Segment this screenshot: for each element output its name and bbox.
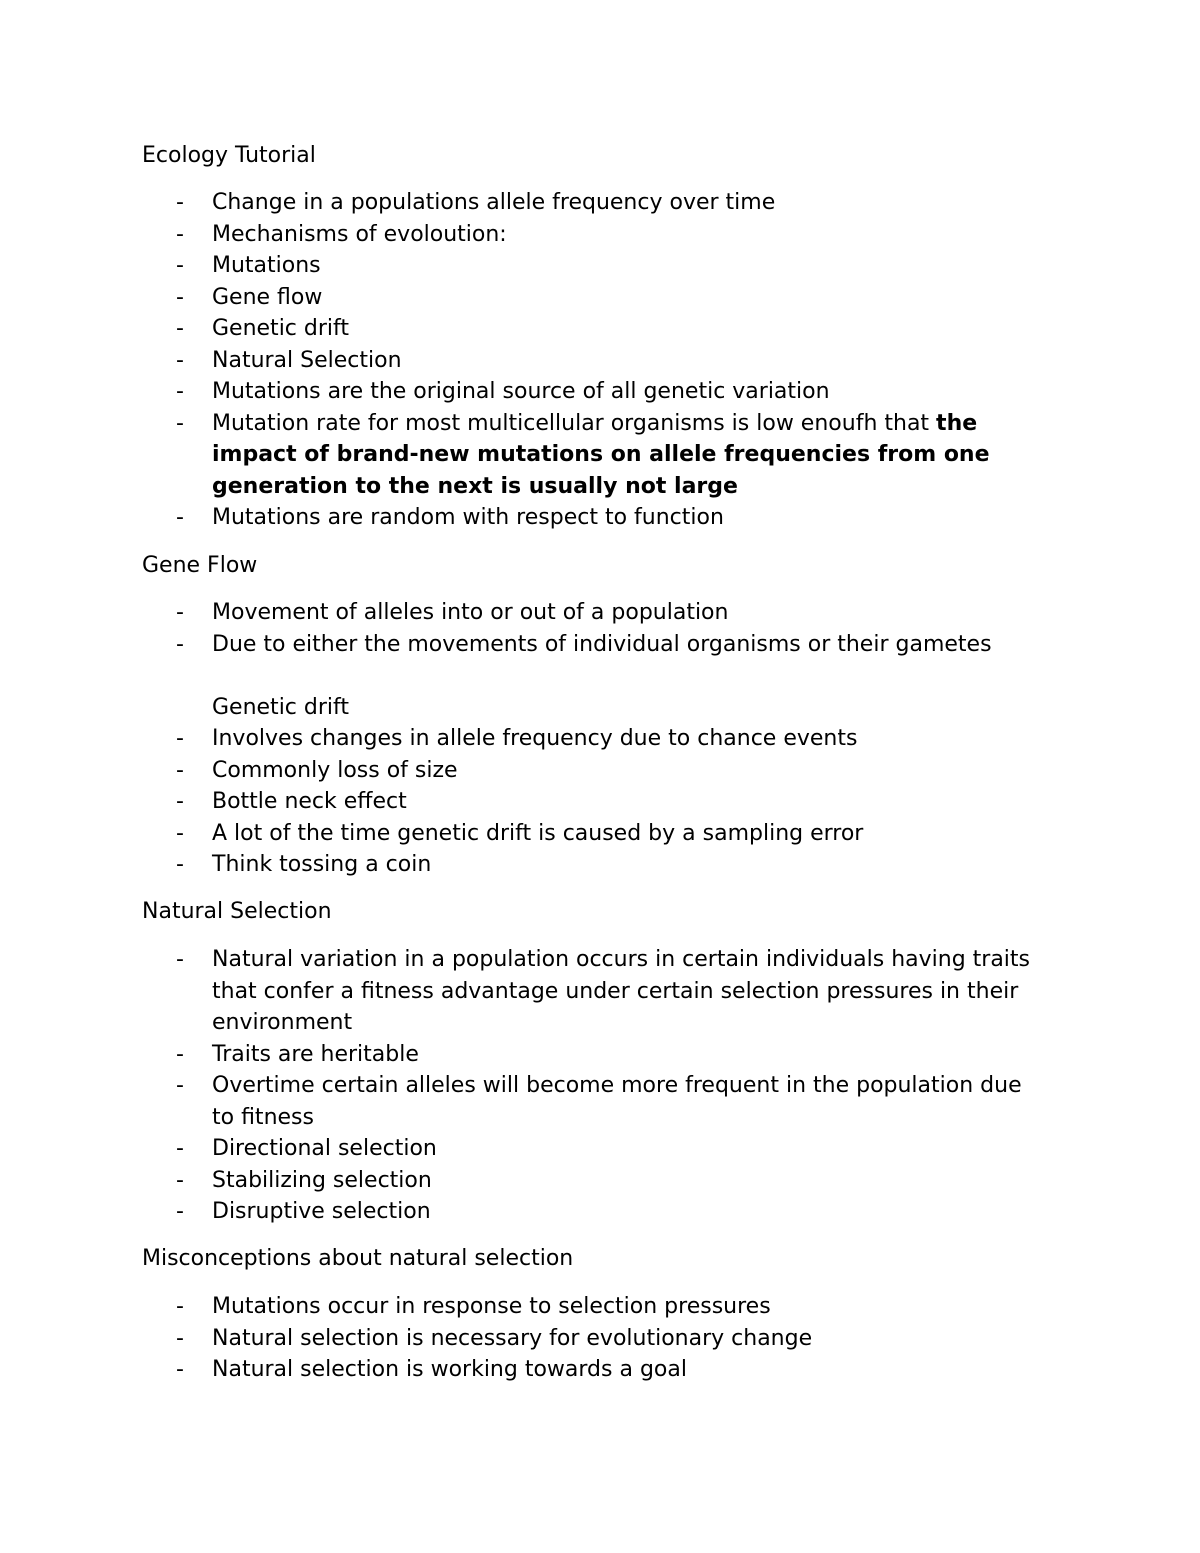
bullet-dash: - — [176, 1294, 184, 1319]
bullet-dash: - — [176, 757, 184, 783]
bullet-dash: - — [176, 253, 184, 278]
bullet-dash: - — [176, 1073, 184, 1098]
section-heading-genetic-drift: Genetic drift — [212, 695, 349, 720]
section-heading-natural-selection: Natural Selection — [142, 899, 332, 924]
list-item: - Natural selection is necessary for evolutionary change — [0, 1323, 1072, 1355]
list-item: - Mechanisms of evoloution: — [0, 219, 1072, 251]
list-item: - Traits are heritable — [0, 1039, 1072, 1071]
bullet-dash: - — [176, 1325, 184, 1351]
gene-flow-list — [0, 597, 1200, 660]
list-item: - Genetic drift — [0, 313, 1072, 345]
list-item: - Natural selection is working towards a goal — [0, 1354, 1072, 1386]
list-item: - Disruptive selection — [0, 1196, 1072, 1228]
page-title: Ecology Tutorial — [142, 143, 316, 168]
list-item-mutation-rate: - Mutation rate for most multicellular organisms is low enoufh that the impact of brand-new mutations on allele frequencies from one generation to the next is usually not large — [0, 408, 1052, 503]
list-item: - Change in a populations allele frequency over time — [0, 187, 1072, 219]
bullet-dash: - — [176, 1199, 184, 1224]
bullet-dash: - — [176, 1357, 184, 1382]
misconceptions-list — [0, 1291, 1200, 1386]
bullet-dash: - — [176, 284, 184, 310]
list-item: - Involves changes in allele frequency due to chance events — [0, 723, 1072, 755]
list-item: - Mutations — [0, 250, 1072, 282]
list-item: - Commonly loss of size — [0, 755, 1072, 787]
intro-list — [0, 187, 1200, 534]
bullet-dash: - — [176, 820, 184, 846]
bullet-dash: - — [176, 1041, 184, 1067]
genetic-drift-list — [0, 723, 1200, 881]
bullet-dash: - — [176, 852, 184, 877]
list-item: - Overtime certain alleles will become more frequent in the population due to fitness — [0, 1070, 1042, 1133]
section-heading-misconceptions: Misconceptions about natural selection — [142, 1246, 574, 1271]
emphasis-text: the impact of brand-new mutations on allele frequencies from one generation to the next is usually not large — [212, 410, 990, 499]
list-item: - Think tossing a coin — [0, 849, 1072, 881]
list-item: - Stabilizing selection — [0, 1165, 1072, 1197]
list-item: - Gene flow — [0, 282, 1072, 314]
list-item: - Due to either the movements of individual organisms or their gametes — [0, 629, 1072, 661]
list-item: - Movement of alleles into or out of a population — [0, 597, 1072, 629]
bullet-dash: - — [176, 316, 184, 341]
bullet-dash: - — [176, 379, 184, 404]
bullet-dash: - — [176, 726, 184, 751]
bullet-dash: - — [176, 600, 184, 625]
bullet-dash: - — [176, 1167, 184, 1193]
bullet-dash: - — [176, 190, 184, 215]
bullet-dash: - — [176, 221, 184, 247]
natural-selection-list — [0, 944, 1200, 1228]
list-item: - Mutations are the original source of all genetic variation — [0, 376, 1072, 408]
bullet-dash: - — [176, 947, 184, 972]
list-item: - Natural variation in a population occurs in certain individuals having traits that confer a fitness advantage under certain selection pressures in their environment — [0, 944, 1072, 1039]
bullet-dash: - — [176, 410, 184, 436]
list-item: - Natural Selection — [0, 345, 1072, 377]
bullet-dash: - — [176, 505, 184, 530]
section-heading-gene-flow: Gene Flow — [142, 553, 258, 578]
list-item: - Mutations occur in response to selection pressures — [0, 1291, 1072, 1323]
bullet-dash: - — [176, 1136, 184, 1161]
list-item: - Mutations are random with respect to function — [0, 502, 1072, 534]
list-item: - Bottle neck effect — [0, 786, 1072, 818]
bullet-dash: - — [176, 347, 184, 373]
bullet-dash: - — [176, 789, 184, 814]
bullet-dash: - — [176, 631, 184, 657]
list-item: - Directional selection — [0, 1133, 1072, 1165]
list-item: - A lot of the time genetic drift is caused by a sampling error — [0, 818, 1072, 850]
